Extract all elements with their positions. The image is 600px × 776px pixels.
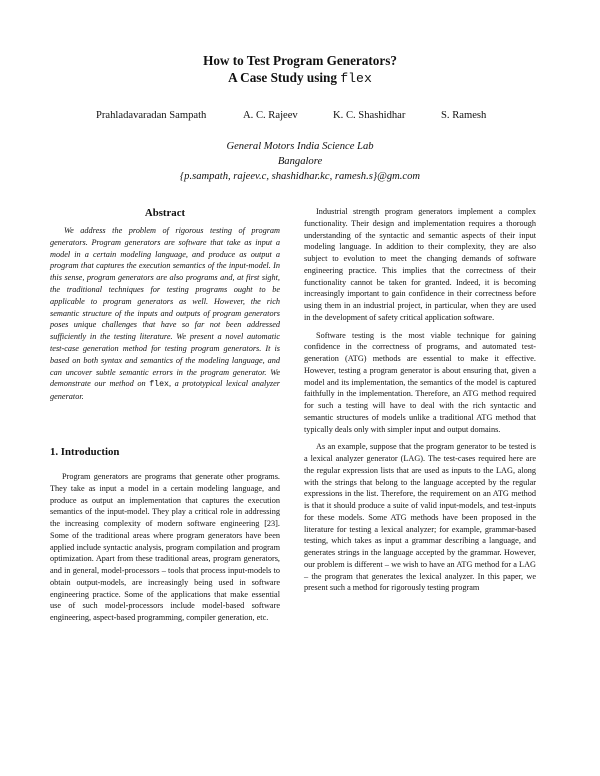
- affiliation-org: General Motors India Science Lab: [226, 141, 374, 152]
- abstract-text: [50, 225, 280, 403]
- author-2: A. C. Rajeev: [243, 110, 298, 121]
- affiliation-city: Bangalore: [277, 156, 323, 167]
- section-heading-introduction: 1. Introduction: [50, 446, 120, 458]
- title-line-1: How to Test Program Generators?: [203, 53, 397, 68]
- right-column: [304, 206, 536, 600]
- abstract-code: flex: [149, 380, 169, 390]
- affiliation-emails: {p.sampath, rajeev.c, shashidhar.kc, ramesh.s}@gm.com: [179, 171, 421, 182]
- introduction-column: [50, 471, 280, 624]
- right-paragraph-1: Industrial strength program generators implement a complex functionality. Their design and implementation requires a thorough understanding of the syntactic and semantic aspects of their input modeling language. In addition to their complexity, they are also subject to evolution to meet the changing demands of software engineering practice. This implies that the correctness of their functionality cannot be taken for granted. Indeed, it is becoming increasingly important to gain confidence in their correctness before using them in an industrial project, in particular, when they are used in the development of safety critical application software.: [304, 207, 536, 322]
- abstract-end: , a prototypical lexical analyzer generator.: [50, 379, 280, 402]
- abstract-body: We address the problem of rigorous testing of program generators. Program generators are software that take as input a model in a certain modeling language, and produce as output a program that captures the execution semantics of the input-model. In this sense, program generators are also programs and, at first sight, the traditional techniques for testing programs ought to be applicable to program generators as well. However, the rich semantic structure of the inputs and outputs of program generators poses unique challenges that have so far not been addressed sufficiently in the testing literature. We present a novel automatic test-case generation method for testing program generators. It is based on both syntax and semantics of the modeling language, and can uncover subtle semantic errors in the program generator. We demonstrate our method on: [50, 226, 280, 389]
- affiliation: [0, 139, 600, 184]
- author-1: Prahladavaradan Sampath: [96, 110, 207, 121]
- title-code: flex: [340, 71, 372, 86]
- author-4: S. Ramesh: [441, 110, 487, 121]
- right-paragraph-2: Software testing is the most viable technique for gaining confidence in the correctness of programs, and automated test-generation (ATG) methods are essential to make it effective. However, testing a program generator is about ensuring that, given a model and its implementation, the semantics of the model is captured faithfully in the implementation. Therefore, an ATG method required for such a testing will have to deal with the rich syntactic and semantic structures of models unlike a traditional ATG method that typically deals only with simpler input and output domains.: [304, 330, 536, 434]
- title-line-2: [0, 69, 600, 87]
- title-line-2-text: A Case Study using: [228, 70, 341, 85]
- intro-paragraph: Program generators are programs that generate other programs. They take as input a model in a certain modeling language, and produce as output an implementation that captures the execution semantics of the input-model. They play a critical role in addressing the increasing complexity of modern software engineering [23]. Some of the traditional areas where program generators have been applied include syntactic analysis, program compilation and program optimization. Apart from these traditional areas, program generators, and in general, model-processors – tools that process input-models to obtain output-models, are increasingly being used in software engineering practice. Some of the applications that make essential use of such model-processors include model-based software engineering, aspect-based programming, compiler generation, etc.: [50, 472, 280, 622]
- author-3: K. C. Shashidhar: [333, 110, 406, 121]
- paper-title: [0, 52, 600, 87]
- abstract-heading: Abstract: [144, 207, 186, 219]
- right-paragraph-3: As an example, suppose that the program generator to be tested is a lexical analyzer generator (LAG). The test-cases required here are the regular expression lists that are used as inputs to the LAG, along with the strings that belong to the language accepted by the regular expressions in the list. Therefore, the requirement on an ATG method is that it should produce a suite of valid input-models, and test-inputs for these models. Some ATG methods have been proposed in the literature for testing a lexical analyzer; for example, grammar-based testing, which takes as input a grammar describing a language, and generates strings in the language accepted by the grammar. However, our problem is different – we wish to have an ATG method for a LAG – the program that generates the lexical analyzer. In this paper, we present such a method for rigorously testing program: [304, 442, 536, 593]
- author-list: [0, 110, 600, 124]
